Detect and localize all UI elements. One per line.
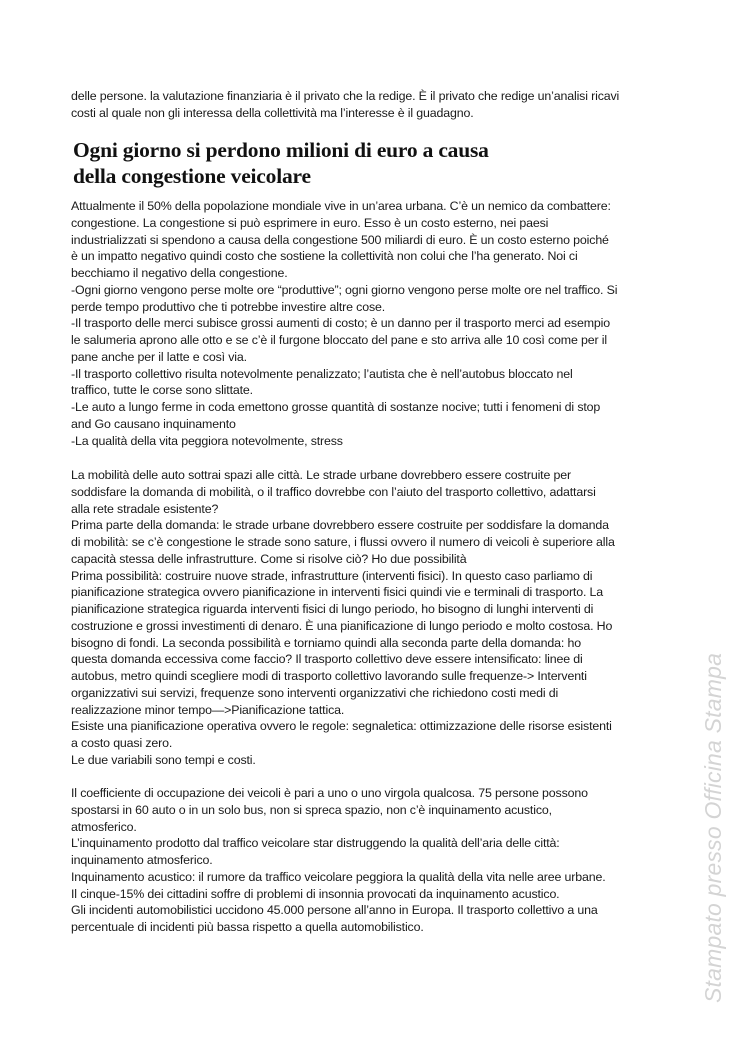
text-line: Prima possibilità: costruire nuove strade, infrastrutture (interventi fisici). In questo caso parliamo di <box>71 568 593 583</box>
text-line: pianificazione strategica riguarda interventi fisici di lungo periodo, ho bisogno di lunghi interventi di <box>71 602 594 616</box>
text-line: alla rete stradale esistente? <box>71 501 219 516</box>
text-line: congestione. La congestione si può esprimere in euro. Esso è un costo esterno, nei paesi <box>71 215 549 230</box>
text-line: a costo quasi zero. <box>71 736 173 750</box>
text-line: spostarsi in 60 auto o in un solo bus, non si spreca spazio, non c’è inquinamento acustico, <box>71 802 552 817</box>
text-line: Le due variabili sono tempi e costi. <box>71 752 256 767</box>
text-line: capacità stessa delle infrastrutture. Come si risolve ciò? Ho due possibilità <box>71 551 467 566</box>
text-line: -Le auto a lungo ferme in coda emettono grosse quantità di sostanze nocive; tutti i fenomeni di stop <box>71 400 601 414</box>
watermark: Stampato presso Officina Stampa <box>700 652 726 1003</box>
text-line: -Il trasporto delle merci subisce grossi aumenti di costo; è un danno per il trasporto merci ad esempio <box>71 316 610 331</box>
text-line: organizzativi sui servizi, frequenze sono interventi organizzativi che richiedono costi medi di <box>71 685 559 700</box>
text-line: Prima parte della domanda: le strade urbane dovrebbero essere costruite per soddisfare la domanda <box>71 518 609 533</box>
text-line: le salumeria aprono alle otto e se c’è il furgone bloccato del pane e sto arriva alle 10 così come per il <box>71 333 607 347</box>
text-line: Esiste una pianificazione operativa ovvero le regole: segnaletica: ottimizzazione delle risorse esistenti <box>71 719 612 734</box>
text-line: costi al quale non gli interessa della collettività ma l’interesse è il guadagno. <box>71 105 474 120</box>
paragraph-mobility <box>71 467 671 769</box>
text-line: realizzazione minor tempo—>Pianificazione tattica. <box>71 702 345 717</box>
text-line: delle persone. la valutazione finanziaria è il privato che la redige. È il privato che redige un’analisi ricavi <box>71 89 620 103</box>
text-line: becchiamo il negativo della congestione. <box>71 266 288 280</box>
intro-paragraph <box>71 88 671 122</box>
text-line: Attualmente il 50% della popolazione mondiale vive in un’area urbana. C’è un nemico da combattere: <box>71 199 611 213</box>
text-line: traffico, tutte le corse sono slittate. <box>71 383 253 398</box>
text-line: percentuale di incidenti più bassa rispetto a quella automobilistico. <box>71 920 424 934</box>
text-line: soddisfare la domanda di mobilità, o il traffico dovrebbe con l’aiuto del trasporto collettivo, adattarsi <box>71 484 596 499</box>
heading-line: Ogni giorno si perdono milioni di euro a causa <box>73 138 489 162</box>
text-line: questa domanda eccessiva come faccio? Il trasporto collettivo deve essere intensificato: linee di <box>71 652 583 667</box>
text-line: di mobilità: se c’è congestione le strade sono sature, i flussi ovvero il numero di veicoli è superiore alla <box>71 535 615 549</box>
text-line: industrializzati si spendono a causa della congestione 500 miliardi di euro. È un costo esterno poiché <box>71 232 609 247</box>
text-line: pane anche per il latte e così via. <box>71 349 247 364</box>
text-line: è un impatto negativo quindi costo che sostiene la collettività non colui che l’ha generato. Noi ci <box>71 249 578 264</box>
text-line: -La qualità della vita peggiora notevolmente, stress <box>71 433 343 448</box>
text-line: inquinamento atmosferico. <box>71 853 213 867</box>
text-line: costruzione e grossi investimenti di denaro. È una pianificazione di lungo periodo e molto costosa. Ho <box>71 618 613 633</box>
text-line: Gli incidenti automobilistici uccidono 45.000 persone all’anno in Europa. Il trasporto collettivo a una <box>71 903 598 918</box>
text-line: L’inquinamento prodotto dal traffico veicolare star distruggendo la qualità dell’aria delle città: <box>71 836 560 851</box>
heading-line: della congestione veicolare <box>73 164 311 188</box>
text-line: pianificazione strategica ovvero pianificazione in interventi fisici quindi vie e terminali di trasporto. La <box>71 585 604 600</box>
text-line: La mobilità delle auto sottrai spazi alle città. Le strade urbane dovrebbero essere costruite per <box>71 468 571 482</box>
text-line: atmosferico. <box>71 819 137 834</box>
text-line: bisogno di fondi. La seconda possibilità e torniamo quindi alla seconda parte della domanda: ho <box>71 635 581 650</box>
text-line: Il cinque-15% dei cittadini soffre di problemi di insonnia provocati da inquinamento acustico. <box>71 886 560 901</box>
paragraph-congestion <box>71 198 671 449</box>
text-line: autobus, metro quindi scegliere modi di trasporto collettivo lavorando sulle frequenze-> Interventi <box>71 669 587 683</box>
text-line: Il coefficiente di occupazione dei veicoli è pari a uno o uno virgola qualcosa. 75 persone possono <box>71 786 588 800</box>
text-line: and Go causano inquinamento <box>71 416 236 431</box>
text-line: -Ogni giorno vengono perse molte ore “produttive”; ogni giorno vengono perse molte ore nel traffico. Si <box>71 282 618 297</box>
text-line: Inquinamento acustico: il rumore da traffico veicolare peggiora la qualità della vita nelle aree urbane. <box>71 869 606 884</box>
text-line: perde tempo produttivo che ti potrebbe investire altre cose. <box>71 299 386 314</box>
text-line: -Il trasporto collettivo risulta notevolmente penalizzato; l’autista che è nell’autobus bloccato nel <box>71 366 573 381</box>
paragraph-occupancy <box>71 785 671 936</box>
section-heading <box>73 137 673 189</box>
